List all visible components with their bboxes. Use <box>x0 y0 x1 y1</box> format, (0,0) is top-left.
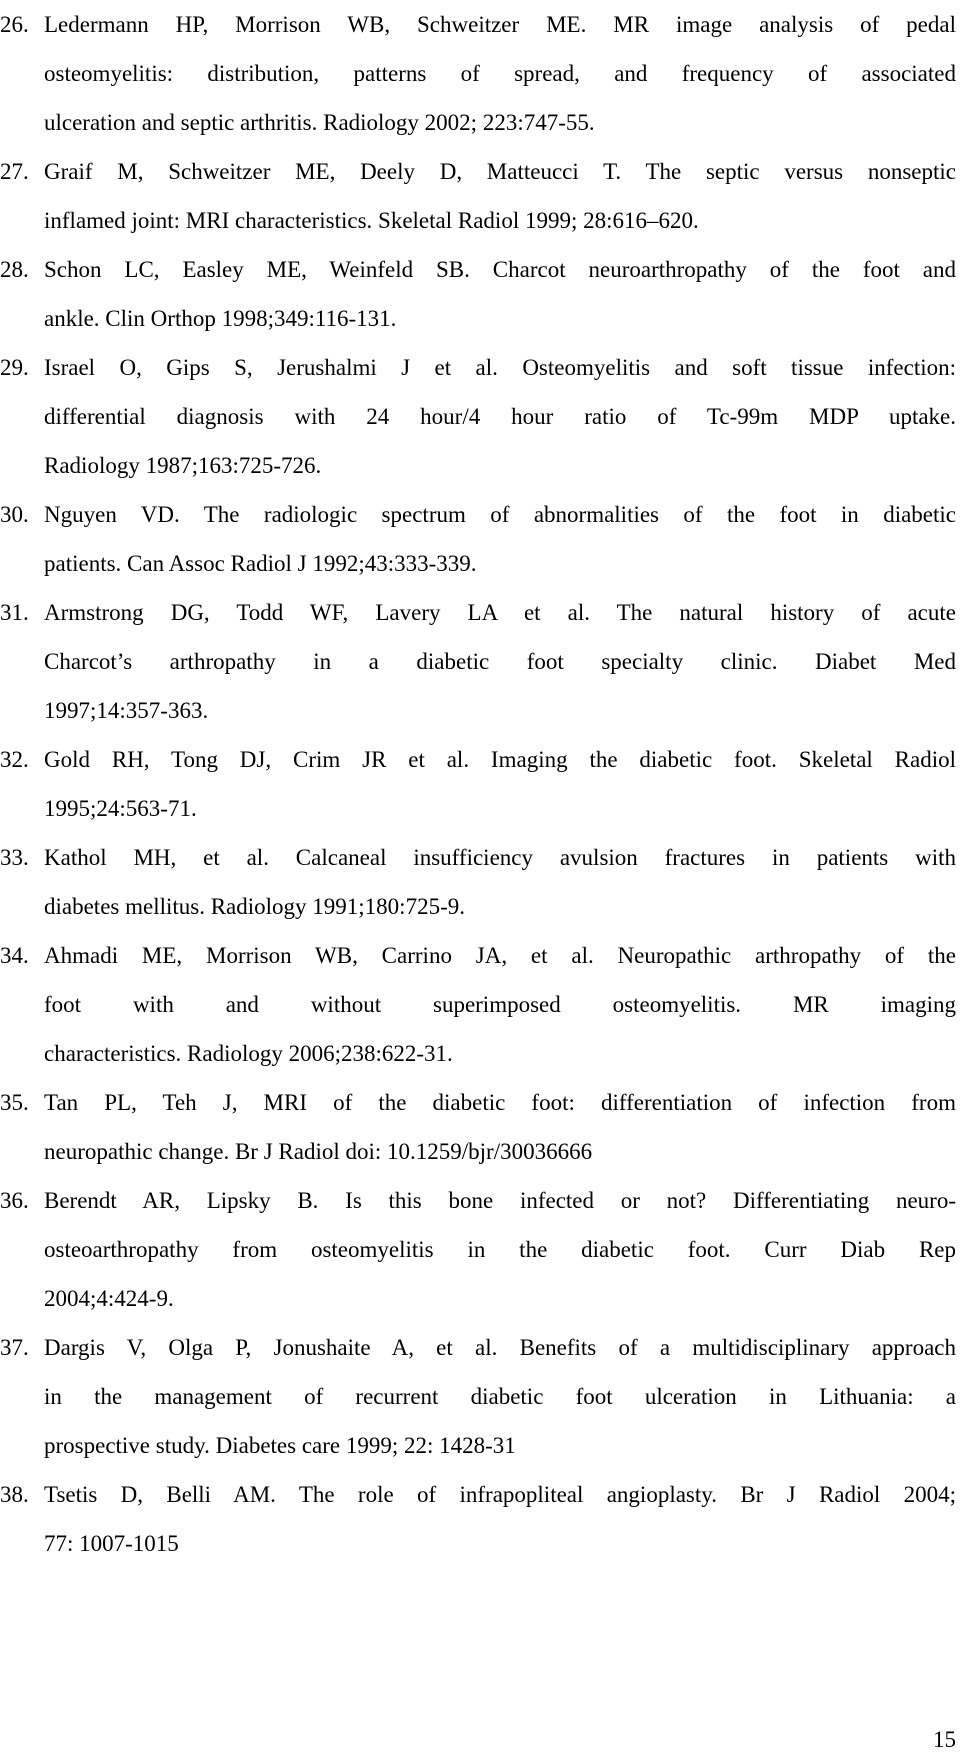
reference-text-line: ankle. Clin Orthop 1998;349:116-131. <box>44 306 397 331</box>
reference-text-line: Ahmadi ME, Morrison WB, Carrino JA, et al. Neuropathic arthropathy of the <box>44 943 956 968</box>
reference-number: 26. <box>0 12 29 37</box>
reference-text-line: 77: 1007-1015 <box>44 1531 179 1556</box>
reference-text-line: characteristics. Radiology 2006;238:622-31. <box>44 1041 453 1066</box>
reference-text-line: 1997;14:357-363. <box>44 698 209 723</box>
reference-number: 30. <box>0 502 29 527</box>
reference-text-line: diabetes mellitus. Radiology 1991;180:725-9. <box>44 894 465 919</box>
reference-text-line: Schon LC, Easley ME, Weinfeld SB. Charcot neuroarthropathy of the foot and <box>44 257 956 282</box>
reference-text-line: Nguyen VD. The radiologic spectrum of abnormalities of the foot in diabetic <box>44 502 956 527</box>
reference-number: 34. <box>0 943 29 968</box>
reference-text-line: in the management of recurrent diabetic foot ulceration in Lithuania: a <box>44 1384 956 1409</box>
reference-text-line: Israel O, Gips S, Jerushalmi J et al. Osteomyelitis and soft tissue infection: <box>44 355 956 380</box>
reference-number: 28. <box>0 257 29 282</box>
reference-text-line: foot with and without superimposed osteomyelitis. MR imaging <box>44 992 956 1017</box>
reference-number: 27. <box>0 159 29 184</box>
reference-text-line: patients. Can Assoc Radiol J 1992;43:333-339. <box>44 551 477 576</box>
reference-number: 37. <box>0 1335 29 1360</box>
reference-number: 33. <box>0 845 29 870</box>
reference-text-line: Dargis V, Olga P, Jonushaite A, et al. Benefits of a multidisciplinary approach <box>44 1335 956 1360</box>
reference-text-line: osteomyelitis: distribution, patterns of spread, and frequency of associated <box>44 61 956 86</box>
reference-text-line: Armstrong DG, Todd WF, Lavery LA et al. The natural history of acute <box>44 600 956 625</box>
reference-text-line: ulceration and septic arthritis. Radiology 2002; 223:747-55. <box>44 110 595 135</box>
reference-number: 36. <box>0 1188 29 1213</box>
reference-text-line: differential diagnosis with 24 hour/4 hour ratio of Tc-99m MDP uptake. <box>44 404 956 429</box>
reference-number: 35. <box>0 1090 29 1115</box>
reference-text-line: neuropathic change. Br J Radiol doi: 10.1259/bjr/30036666 <box>44 1139 593 1164</box>
reference-text-line: Berendt AR, Lipsky B. Is this bone infected or not? Differentiating neuro- <box>44 1188 956 1213</box>
reference-number: 31. <box>0 600 29 625</box>
reference-text-line: 2004;4:424-9. <box>44 1286 174 1311</box>
reference-text-line: osteoarthropathy from osteomyelitis in the diabetic foot. Curr Diab Rep <box>44 1237 956 1262</box>
reference-text-line: Graif M, Schweitzer ME, Deely D, Matteucci T. The septic versus nonseptic <box>44 159 956 184</box>
reference-text-line: Charcot’s arthropathy in a diabetic foot specialty clinic. Diabet Med <box>44 649 956 674</box>
reference-text-line: 1995;24:563-71. <box>44 796 197 821</box>
reference-text-line: Ledermann HP, Morrison WB, Schweitzer ME. MR image analysis of pedal <box>44 12 956 37</box>
reference-text-line: inflamed joint: MRI characteristics. Skeletal Radiol 1999; 28:616–620. <box>44 208 699 233</box>
reference-text-line: Tsetis D, Belli AM. The role of infrapopliteal angioplasty. Br J Radiol 2004; <box>44 1482 956 1507</box>
reference-number: 32. <box>0 747 29 772</box>
page-number: 15 <box>933 1727 956 1752</box>
reference-text-line: Radiology 1987;163:725-726. <box>44 453 322 478</box>
reference-text-line: Kathol MH, et al. Calcaneal insufficiency avulsion fractures in patients with <box>44 845 956 870</box>
reference-text-line: Tan PL, Teh J, MRI of the diabetic foot: differentiation of infection from <box>44 1090 956 1115</box>
reference-number: 38. <box>0 1482 29 1507</box>
reference-text-line: prospective study. Diabetes care 1999; 22: 1428-31 <box>44 1433 516 1458</box>
reference-text-line: Gold RH, Tong DJ, Crim JR et al. Imaging the diabetic foot. Skeletal Radiol <box>44 747 956 772</box>
reference-number: 29. <box>0 355 29 380</box>
